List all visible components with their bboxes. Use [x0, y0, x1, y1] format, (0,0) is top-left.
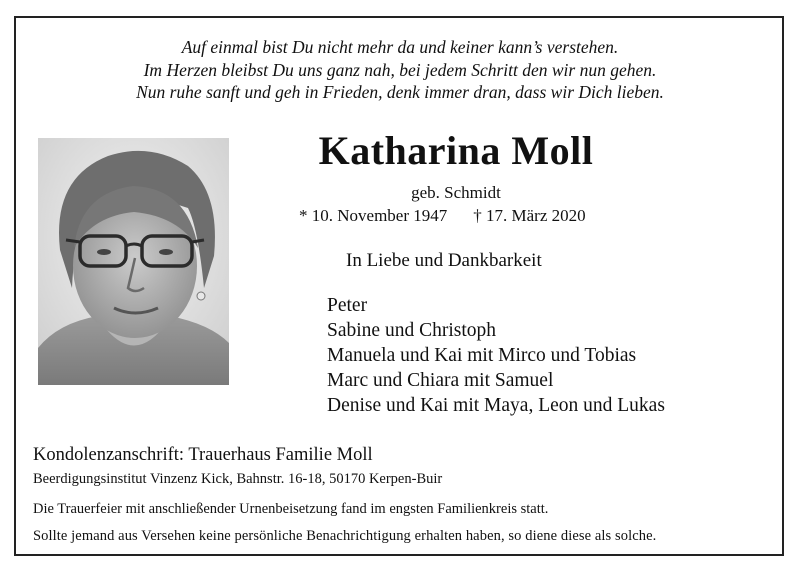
family-member: Manuela und Kai mit Mirco und Tobias	[327, 345, 637, 366]
funeral-home: Beerdigungsinstitut Vinzenz Kick, Bahnstr. 16-18, 50170 Kerpen-Buir	[33, 471, 443, 487]
poem-line: Im Herzen bleibst Du uns ganz nah, bei jedem Schritt den wir nun gehen.	[143, 59, 657, 80]
portrait-photo-icon	[38, 138, 229, 385]
poem-line: Auf einmal bist Du nicht mehr da und keiner kann’s verstehen.	[181, 37, 619, 57]
deceased-name: Katharina Moll	[318, 128, 594, 173]
poem-line: Nun ruhe sanft und geh in Frieden, denk immer dran, dass wir Dich lieben.	[136, 82, 664, 102]
notification-note: Sollte jemand aus Versehen keine persönliche Benachrichtigung erhalten haben, so diene diese als solche.	[33, 528, 657, 544]
thanks-line: In Liebe und Dankbarkeit	[346, 250, 542, 271]
poem	[0, 36, 800, 104]
life-dates	[299, 206, 586, 226]
family-member: Peter	[327, 295, 368, 316]
maiden-name: geb. Schmidt	[411, 183, 501, 202]
condolence-address: Kondolenzanschrift: Trauerhaus Familie Moll	[33, 445, 373, 465]
family-member: Denise und Kai mit Maya, Leon und Lukas	[327, 395, 665, 416]
family-list	[327, 293, 665, 418]
birth-date: * 10. November 1947	[299, 206, 448, 225]
death-date: † 17. März 2020	[473, 206, 586, 225]
family-member: Sabine und Christoph	[327, 320, 496, 341]
family-member: Marc und Chiara mit Samuel	[327, 370, 554, 391]
ceremony-note: Die Trauerfeier mit anschließender Urnenbeisetzung fand im engsten Familienkreis statt.	[33, 501, 549, 517]
